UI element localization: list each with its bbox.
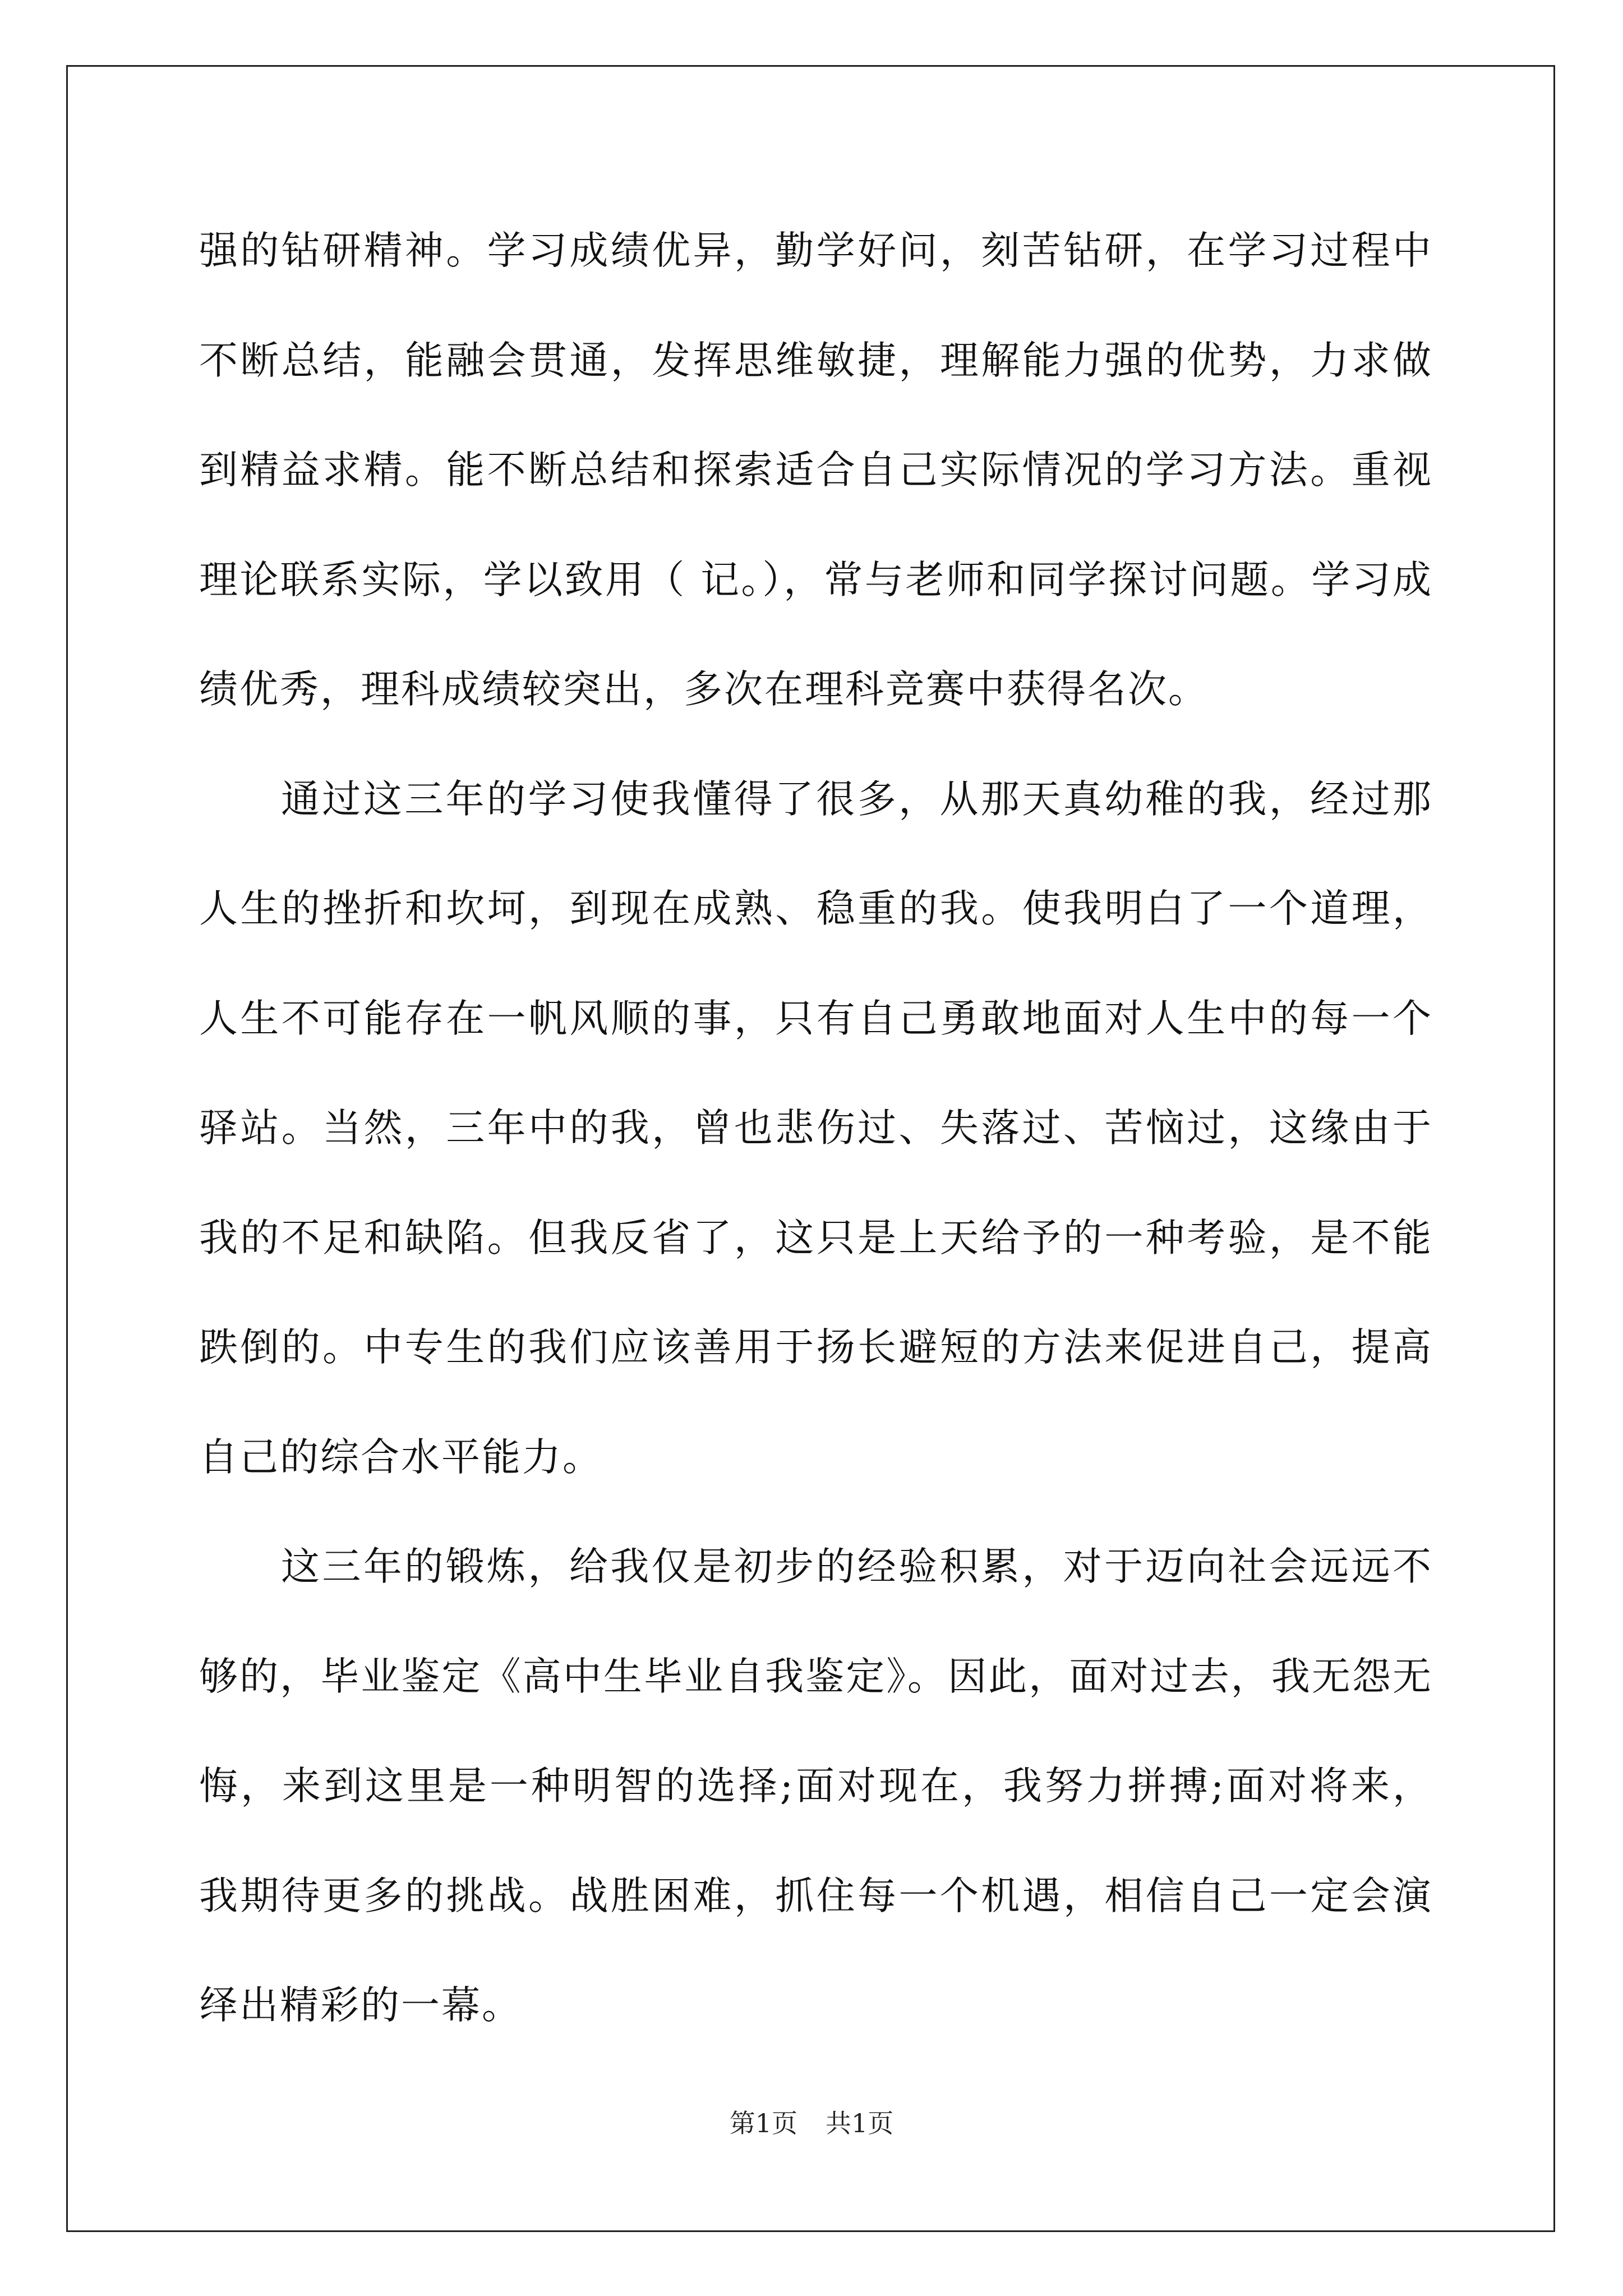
page-number-total: 共1页 — [826, 2108, 894, 2138]
document-body — [199, 196, 1433, 2061]
paragraph-2: 通过这三年的学习使我懂得了很多，从那天真幼稚的我，经过那人生的挫折和坎坷，到现在成熟、稳重的我。使我明白了一个道理，人生不可能存在一帆风顺的事，只有自己勇敢地面对人生中的每一个驿站。当然，三年中的我，曾也悲伤过、失落过、苦恼过，这缘由于我的不足和缺陷。但我反省了，这只是上天给予的一种考验，是不能跌倒的。中专生的我们应该善用于扬长避短的方法来促进自己，提高自己的综合水平能力。 — [199, 776, 1433, 1480]
page-footer — [0, 2106, 1623, 2140]
paragraph-3: 这三年的锻炼，给我仅是初步的经验积累，对于迈向社会远远不够的，毕业鉴定《高中生毕业自我鉴定》。因此，面对过去，我无怨无悔，来到这里是一种明智的选择;面对现在，我努力拼搏;面对将来，我期待更多的挑战。战胜困难，抓住每一个机遇，相信自己一定会演绎出精彩的一幕。 — [199, 1544, 1433, 2028]
paragraph-1: 强的钻研精神。学习成绩优异，勤学好问，刻苦钻研，在学习过程中不断总结，能融会贯通，发挥思维敏捷，理解能力强的优势，力求做到精益求精。能不断总结和探索适合自己实际情况的学习方法。重视理论联系实际，学以致用（ 记。），常与老师和同学探讨问题。学习成绩优秀，理科成绩较突出，多次在理科竞赛中获得名次。 — [199, 228, 1433, 712]
page-number-current: 第1页 — [729, 2108, 797, 2138]
